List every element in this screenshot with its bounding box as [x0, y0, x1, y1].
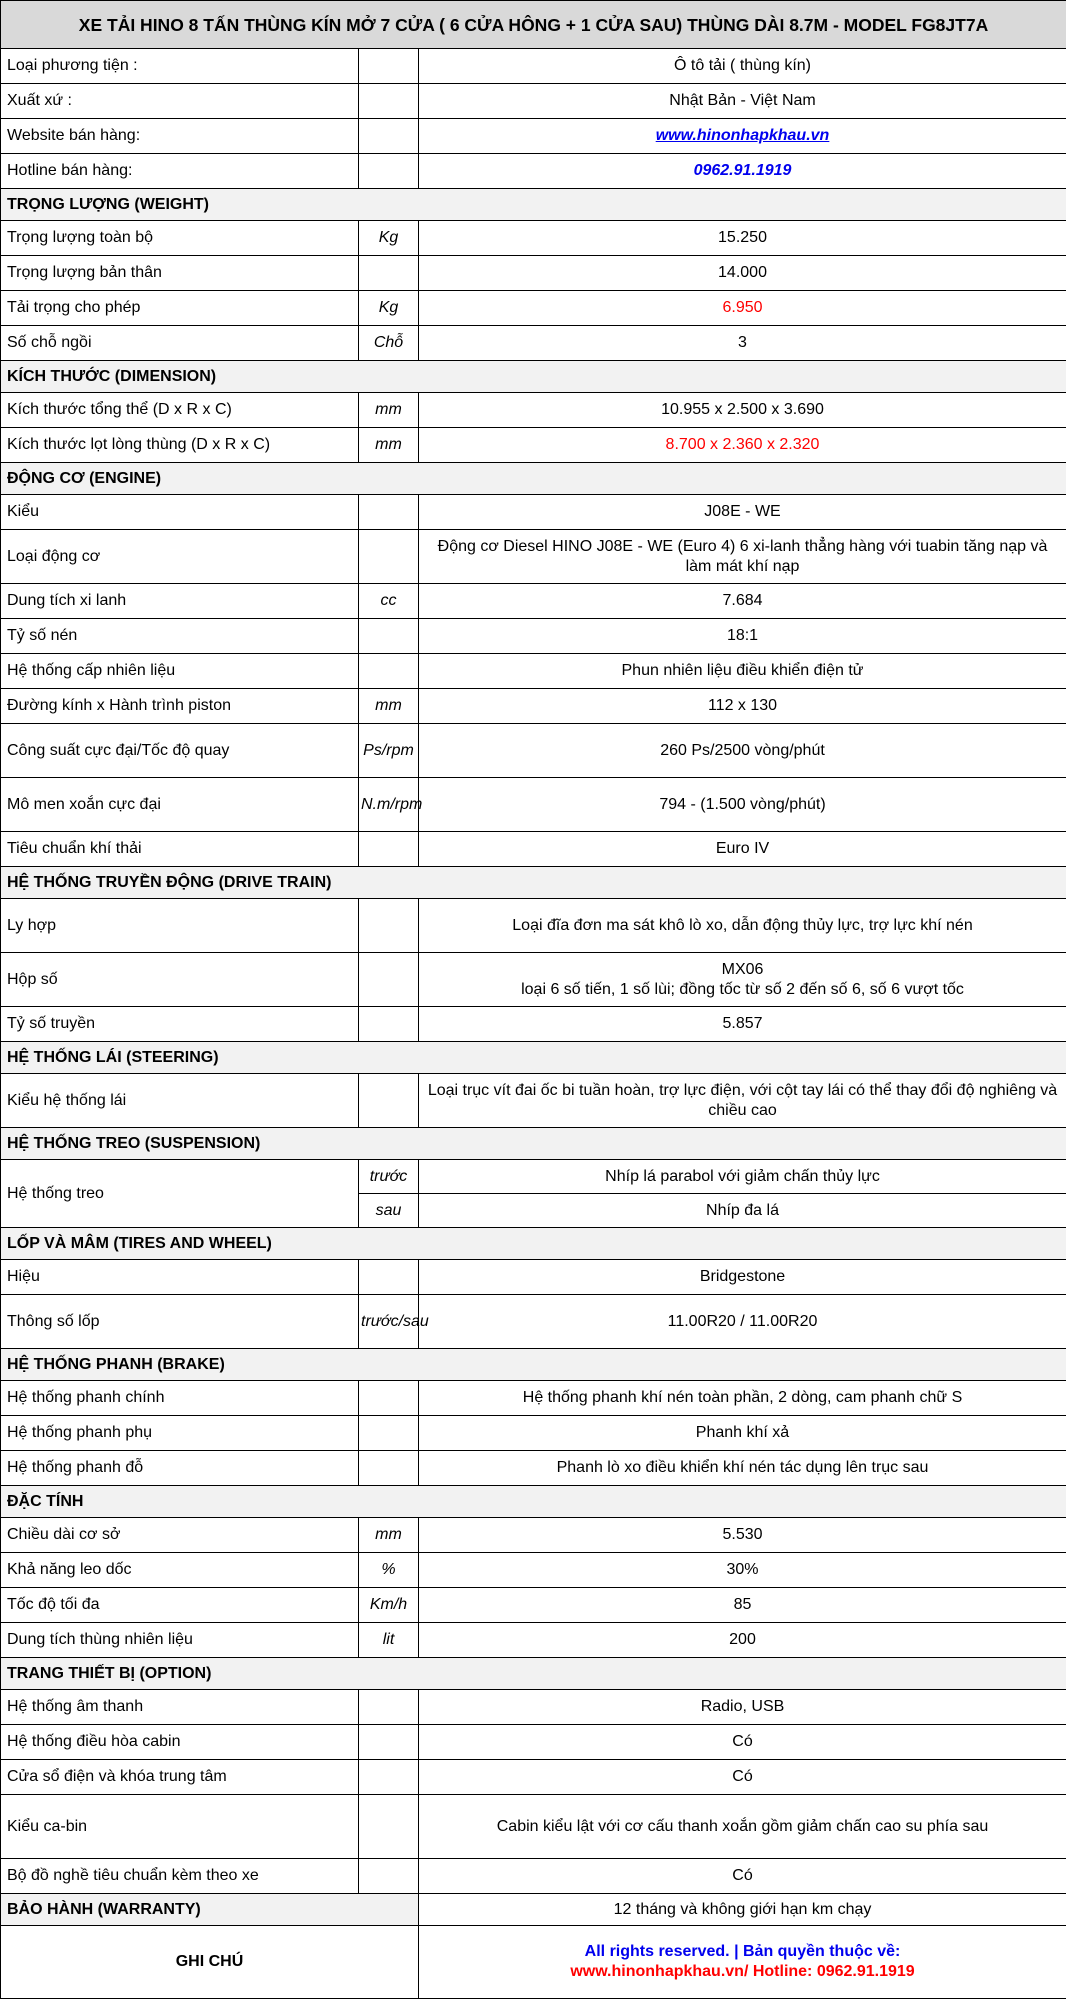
- table-row: [1, 256, 1066, 291]
- spec-value: 5.530: [419, 1518, 1066, 1553]
- section-title: ĐỘNG CƠ (ENGINE): [1, 463, 1066, 495]
- spec-unit: mm: [359, 1518, 419, 1553]
- spec-unit: lit: [359, 1623, 419, 1658]
- spec-unit: [359, 84, 419, 119]
- spec-value: 794 - (1.500 vòng/phút): [419, 778, 1066, 832]
- table-row: [1, 689, 1066, 724]
- table-row: [1, 1623, 1066, 1658]
- spec-unit: [359, 530, 419, 584]
- contact-text: www.hinonhapkhau.vn/ Hotline: 0962.91.1919: [425, 1962, 1060, 1982]
- spec-unit: [359, 1074, 419, 1128]
- spec-value: 30%: [419, 1553, 1066, 1588]
- spec-value: Euro IV: [419, 832, 1066, 867]
- spec-value: Ô tô tải ( thùng kín): [419, 49, 1066, 84]
- section-header: [1, 1658, 1066, 1690]
- spec-value: 3: [419, 326, 1066, 361]
- section-header: [1, 867, 1066, 899]
- table-row: [1, 1859, 1066, 1894]
- spec-unit: [359, 1416, 419, 1451]
- section-title: TRỌNG LƯỢNG (WEIGHT): [1, 189, 1066, 221]
- spec-value: 200: [419, 1623, 1066, 1658]
- spec-unit: [359, 1381, 419, 1416]
- table-row: [1, 899, 1066, 953]
- hotline-value: 0962.91.1919: [419, 154, 1066, 189]
- table-row: [1, 1760, 1066, 1795]
- spec-unit: [359, 1725, 419, 1760]
- spec-unit: [359, 1795, 419, 1859]
- spec-value: Loại đĩa đơn ma sát khô lò xo, dẫn động thủy lực, trợ lực khí nén: [419, 899, 1066, 953]
- section-title: HỆ THỐNG TRUYỀN ĐỘNG (DRIVE TRAIN): [1, 867, 1066, 899]
- table-row: [1, 778, 1066, 832]
- table-row: [1, 724, 1066, 778]
- table-row: [1, 530, 1066, 584]
- spec-unit: [359, 953, 419, 1007]
- table-row: [1, 154, 1066, 189]
- spec-unit: trước: [359, 1160, 419, 1194]
- spec-unit: %: [359, 1553, 419, 1588]
- note-row: [1, 1926, 1066, 1999]
- spec-unit: [359, 619, 419, 654]
- spec-unit: mm: [359, 689, 419, 724]
- spec-unit: [359, 1760, 419, 1795]
- warranty-value: 12 tháng và không giới hạn km chạy: [419, 1894, 1066, 1926]
- table-row: [1, 393, 1066, 428]
- table-row: [1, 1416, 1066, 1451]
- spec-label: Dung tích xi lanh: [1, 584, 359, 619]
- spec-unit: Kg: [359, 221, 419, 256]
- spec-value: Phun nhiên liệu điều khiển điện tử: [419, 654, 1066, 689]
- spec-value: Có: [419, 1760, 1066, 1795]
- table-row: [1, 654, 1066, 689]
- section-header: [1, 1228, 1066, 1260]
- spec-unit: mm: [359, 393, 419, 428]
- spec-label: Tải trọng cho phép: [1, 291, 359, 326]
- spec-value: 5.857: [419, 1007, 1066, 1042]
- spec-unit: [359, 832, 419, 867]
- spec-label: Hệ thống điều hòa cabin: [1, 1725, 359, 1760]
- spec-label: Tốc độ tối đa: [1, 1588, 359, 1623]
- spec-label: Chiều dài cơ sở: [1, 1518, 359, 1553]
- note-content: [419, 1926, 1066, 1999]
- section-header: [1, 1042, 1066, 1074]
- spec-label: Kích thước tổng thể (D x R x C): [1, 393, 359, 428]
- table-row: [1, 326, 1066, 361]
- spec-unit: [359, 1859, 419, 1894]
- spec-label: Kiểu ca-bin: [1, 1795, 359, 1859]
- spec-label: Hệ thống phanh phụ: [1, 1416, 359, 1451]
- table-row: [1, 119, 1066, 154]
- spec-unit: [359, 899, 419, 953]
- table-row: [1, 619, 1066, 654]
- spec-value: 11.00R20 / 11.00R20: [419, 1295, 1066, 1349]
- section-header: [1, 1486, 1066, 1518]
- spec-label: Loại động cơ: [1, 530, 359, 584]
- spec-label: Ly hợp: [1, 899, 359, 953]
- table-row: [1, 1795, 1066, 1859]
- section-header: [1, 361, 1066, 393]
- table-row: [1, 1690, 1066, 1725]
- spec-unit: trước/sau: [359, 1295, 419, 1349]
- spec-unit: [359, 654, 419, 689]
- section-title: KÍCH THƯỚC (DIMENSION): [1, 361, 1066, 393]
- section-title: ĐẶC TÍNH: [1, 1486, 1066, 1518]
- spec-value: Bridgestone: [419, 1260, 1066, 1295]
- spec-value: 260 Ps/2500 vòng/phút: [419, 724, 1066, 778]
- spec-label: Hộp số: [1, 953, 359, 1007]
- spec-value: Cabin kiểu lật với cơ cấu thanh xoắn gồm giảm chấn cao su phía sau: [419, 1795, 1066, 1859]
- spec-value: 7.684: [419, 584, 1066, 619]
- spec-value: Nhật Bản - Việt Nam: [419, 84, 1066, 119]
- spec-label: Cửa sổ điện và khóa trung tâm: [1, 1760, 359, 1795]
- spec-label: Website bán hàng:: [1, 119, 359, 154]
- table-row: [1, 953, 1066, 1007]
- section-header: [1, 463, 1066, 495]
- spec-value: 15.250: [419, 221, 1066, 256]
- copyright-text: All rights reserved. | Bản quyền thuộc về:: [425, 1942, 1060, 1962]
- spec-unit: [359, 1451, 419, 1486]
- spec-label: Trọng lượng bản thân: [1, 256, 359, 291]
- spec-label: Kiểu hệ thống lái: [1, 1074, 359, 1128]
- spec-label: Hệ thống âm thanh: [1, 1690, 359, 1725]
- spec-label: Số chỗ ngồi: [1, 326, 359, 361]
- table-row: [1, 1007, 1066, 1042]
- spec-value: Phanh khí xả: [419, 1416, 1066, 1451]
- spec-label: Trọng lượng toàn bộ: [1, 221, 359, 256]
- warranty-row: [1, 1894, 1066, 1926]
- spec-value: Hệ thống phanh khí nén toàn phần, 2 dòng, cam phanh chữ S: [419, 1381, 1066, 1416]
- spec-value: Nhíp lá parabol với giảm chấn thủy lực: [419, 1160, 1066, 1194]
- section-title: HỆ THỐNG LÁI (STEERING): [1, 1042, 1066, 1074]
- table-row: [1, 291, 1066, 326]
- table-row: [1, 49, 1066, 84]
- spec-unit: Km/h: [359, 1588, 419, 1623]
- table-row: [1, 1451, 1066, 1486]
- spec-unit: [359, 256, 419, 291]
- table-row: [1, 1588, 1066, 1623]
- spec-unit: [359, 119, 419, 154]
- table-row: [1, 1295, 1066, 1349]
- spec-label: Kiểu: [1, 495, 359, 530]
- spec-label: Công suất cực đại/Tốc độ quay: [1, 724, 359, 778]
- spec-value: 18:1: [419, 619, 1066, 654]
- table-row: [1, 1260, 1066, 1295]
- spec-label: Tỷ số truyền: [1, 1007, 359, 1042]
- spec-value: MX06 loại 6 số tiến, 1 số lùi; đồng tốc từ số 2 đến số 6, số 6 vượt tốc: [419, 953, 1066, 1007]
- spec-label: Mô men xoắn cực đại: [1, 778, 359, 832]
- spec-value: J08E - WE: [419, 495, 1066, 530]
- table-row: [1, 221, 1066, 256]
- warranty-label: BẢO HÀNH (WARRANTY): [1, 1894, 419, 1926]
- spec-value: 8.700 x 2.360 x 2.320: [419, 428, 1066, 463]
- table-row: [1, 1381, 1066, 1416]
- spec-unit: [359, 49, 419, 84]
- spec-label: Xuất xứ :: [1, 84, 359, 119]
- spec-value: Phanh lò xo điều khiển khí nén tác dụng lên trục sau: [419, 1451, 1066, 1486]
- spec-label: Dung tích thùng nhiên liệu: [1, 1623, 359, 1658]
- website-cell: [419, 119, 1066, 154]
- spec-value: Loại trục vít đai ốc bi tuần hoàn, trợ lực điện, với cột tay lái có thể thay đổi độ nghiêng và chiều cao: [419, 1074, 1066, 1128]
- spec-unit: cc: [359, 584, 419, 619]
- table-row: [1, 428, 1066, 463]
- spec-value: Có: [419, 1859, 1066, 1894]
- spec-label: Hệ thống treo: [1, 1160, 359, 1228]
- table-row: [1, 832, 1066, 867]
- spec-label: Thông số lốp: [1, 1295, 359, 1349]
- spec-unit: Chỗ: [359, 326, 419, 361]
- table-row: [1, 1553, 1066, 1588]
- section-title: LỐP VÀ MÂM (TIRES AND WHEEL): [1, 1228, 1066, 1260]
- spec-label: Loại phương tiện :: [1, 49, 359, 84]
- website-link[interactable]: www.hinonhapkhau.vn: [656, 127, 830, 144]
- table-row: [1, 1518, 1066, 1553]
- spec-unit: [359, 1007, 419, 1042]
- spec-value: 10.955 x 2.500 x 3.690: [419, 393, 1066, 428]
- note-label: GHI CHÚ: [1, 1926, 419, 1999]
- spec-value: 85: [419, 1588, 1066, 1623]
- spec-value: Động cơ Diesel HINO J08E - WE (Euro 4) 6 xi-lanh thẳng hàng với tuabin tăng nạp và làm mát khí nạp: [419, 530, 1066, 584]
- table-row: [1, 584, 1066, 619]
- spec-label: Hotline bán hàng:: [1, 154, 359, 189]
- spec-label: Khả năng leo dốc: [1, 1553, 359, 1588]
- spec-label: Tiêu chuẩn khí thải: [1, 832, 359, 867]
- spec-value: Có: [419, 1725, 1066, 1760]
- spec-unit: [359, 495, 419, 530]
- spec-label: Bộ đồ nghề tiêu chuẩn kèm theo xe: [1, 1859, 359, 1894]
- spec-label: Hệ thống cấp nhiên liệu: [1, 654, 359, 689]
- spec-value: Radio, USB: [419, 1690, 1066, 1725]
- spec-unit: [359, 1690, 419, 1725]
- spec-label: Đường kính x Hành trình piston: [1, 689, 359, 724]
- section-header: [1, 189, 1066, 221]
- table-row: [1, 1074, 1066, 1128]
- spec-value: 112 x 130: [419, 689, 1066, 724]
- table-row: [1, 495, 1066, 530]
- spec-unit: sau: [359, 1194, 419, 1228]
- spec-unit: [359, 154, 419, 189]
- spec-unit: mm: [359, 428, 419, 463]
- spec-value: Nhíp đa lá: [419, 1194, 1066, 1228]
- spec-label: Tỷ số nén: [1, 619, 359, 654]
- section-title: TRANG THIẾT BỊ (OPTION): [1, 1658, 1066, 1690]
- spec-value: 6.950: [419, 291, 1066, 326]
- spec-unit: [359, 1260, 419, 1295]
- table-row: [1, 84, 1066, 119]
- table-row: [1, 1725, 1066, 1760]
- spec-label: Hiệu: [1, 1260, 359, 1295]
- page-title: XE TẢI HINO 8 TẤN THÙNG KÍN MỞ 7 CỬA ( 6 CỬA HÔNG + 1 CỬA SAU) THÙNG DÀI 8.7M - MODEL FG8JT7A: [1, 1, 1066, 49]
- spec-unit: N.m/rpm: [359, 778, 419, 832]
- section-title: HỆ THỐNG TREO (SUSPENSION): [1, 1128, 1066, 1160]
- spec-unit: Kg: [359, 291, 419, 326]
- section-title: HỆ THỐNG PHANH (BRAKE): [1, 1349, 1066, 1381]
- spec-label: Hệ thống phanh đỗ: [1, 1451, 359, 1486]
- spec-label: Kích thước lọt lòng thùng (D x R x C): [1, 428, 359, 463]
- title-row: [1, 1, 1066, 49]
- table-row: [1, 1160, 1066, 1194]
- spec-value: 14.000: [419, 256, 1066, 291]
- spec-label: Hệ thống phanh chính: [1, 1381, 359, 1416]
- section-header: [1, 1349, 1066, 1381]
- section-header: [1, 1128, 1066, 1160]
- spec-unit: Ps/rpm: [359, 724, 419, 778]
